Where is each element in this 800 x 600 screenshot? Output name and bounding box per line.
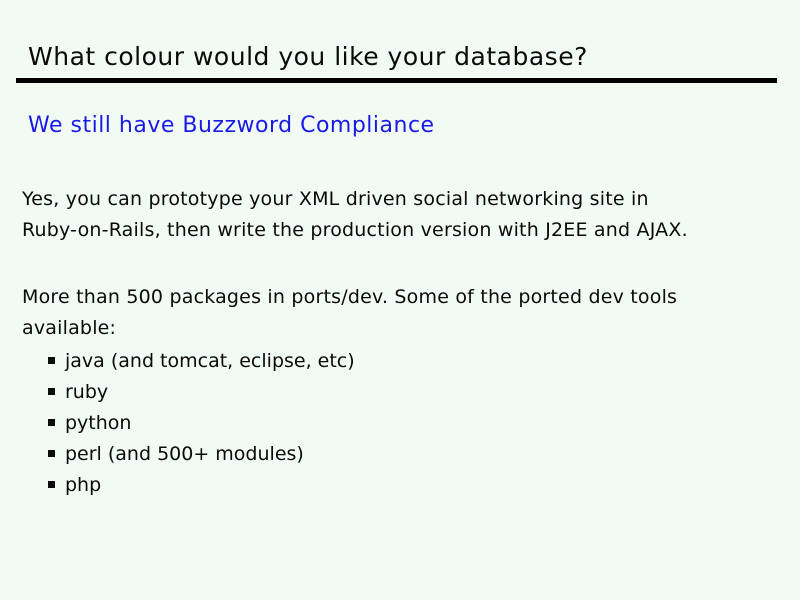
list-item-label: php <box>65 473 102 496</box>
list-item <box>48 438 355 469</box>
paragraph-prototype-line-1: Yes, you can prototype your XML driven social networking site in <box>22 188 649 210</box>
paragraph-prototype-line-2: Ruby-on-Rails, then write the production version with J2EE and AJAX. <box>22 219 688 241</box>
list-item <box>48 469 355 500</box>
list-item <box>48 376 355 407</box>
list-item-label: ruby <box>65 380 109 403</box>
bullet-square-icon <box>48 388 55 395</box>
list-item <box>48 345 355 376</box>
title-divider <box>16 78 777 83</box>
paragraph-packages-line-2: available: <box>22 317 117 339</box>
list-item-label: java (and tomcat, eclipse, etc) <box>65 349 355 372</box>
list-item <box>48 407 355 438</box>
bullet-square-icon <box>48 481 55 488</box>
list-item-label: perl (and 500+ modules) <box>65 442 304 465</box>
paragraph-packages-line-1: More than 500 packages in ports/dev. Some of the ported dev tools <box>22 286 678 308</box>
paragraph-packages <box>22 282 677 344</box>
slide-subtitle: We still have Buzzword Compliance <box>28 113 435 138</box>
bullet-square-icon <box>48 450 55 457</box>
bullet-square-icon <box>48 419 55 426</box>
paragraph-prototype <box>22 184 688 246</box>
page-title: What colour would you like your database? <box>28 42 588 71</box>
list-item-label: python <box>65 411 132 434</box>
dev-tools-list <box>48 345 355 500</box>
bullet-square-icon <box>48 357 55 364</box>
